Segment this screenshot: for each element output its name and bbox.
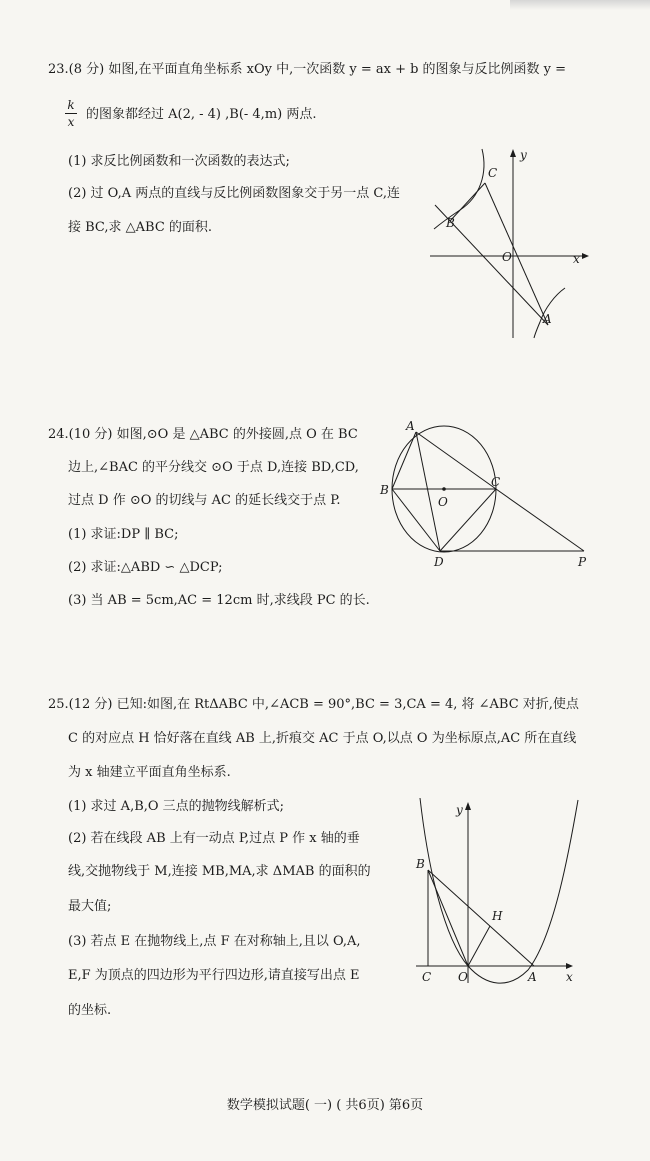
q25-part-2a: (2) 若在线段 AB 上有一动点 P,过点 P 作 x 轴的垂 <box>68 831 360 846</box>
q24-label-p: P <box>578 555 587 569</box>
q25-x-arrow <box>566 963 573 969</box>
q24-segment-ac <box>416 432 496 489</box>
q23-part-1: (1) 求反比例函数和一次函数的表达式; <box>68 154 290 169</box>
q24-figure <box>378 418 598 573</box>
q23-label-a: A <box>543 312 552 326</box>
q24-line-1: 24.(10 分) 如图,⊙O 是 △ABC 的外接圆,点 O 在 BC <box>48 427 358 442</box>
q23-frac-numerator: k <box>67 98 75 112</box>
q25-part-3b: E,F 为顶点的四边形为平行四边形,请直接写出点 E <box>68 968 360 983</box>
q24-label-c: C <box>491 475 501 489</box>
q24-part-2: (2) 求证:△ABD ∽ △DCP; <box>68 560 223 575</box>
q23-part-2a: (2) 过 O,A 两点的直线与反比例函数图象交于另一点 C,连 <box>68 186 400 201</box>
q25-part-1: (1) 求过 A,B,O 三点的抛物线解析式; <box>68 799 285 814</box>
q25-label-c: C <box>422 970 432 984</box>
q23-fraction <box>64 97 78 130</box>
q24-part-3: (3) 当 AB = 5cm,AC = 12cm 时,求线段 PC 的长. <box>68 593 370 608</box>
q23-line-oa <box>485 183 548 325</box>
q24-label-o: O <box>438 495 448 509</box>
q25-y-arrow <box>465 802 471 810</box>
q25-part-2b: 线,交抛物线于 M,连接 MB,MA,求 ΔMAB 的面积的 <box>68 864 371 879</box>
q23-frac-denominator: x <box>67 115 75 129</box>
q24-label-b: B <box>380 483 389 497</box>
q23-label-c: C <box>488 166 498 180</box>
q23-line-2: 的图象都经过 A(2, - 4) ,B(- 4,m) 两点. <box>86 107 317 122</box>
q23-segment-bc <box>450 183 485 221</box>
q25-figure <box>408 798 593 988</box>
q25-parabola <box>420 798 578 983</box>
q25-label-h: H <box>492 909 503 923</box>
q24-label-a: A <box>406 419 415 433</box>
q23-x-arrow <box>582 253 589 259</box>
q25-part-2c: 最大值; <box>68 899 112 914</box>
q24-segment-ab <box>392 432 416 489</box>
q23-label-o: O <box>502 250 512 264</box>
q23-label-y: y <box>520 148 527 162</box>
q25-segment-bo <box>428 870 468 966</box>
q25-part-3a: (3) 若点 E 在抛物线上,点 F 在对称轴上,且以 O,A, <box>68 934 361 949</box>
q25-label-a: A <box>528 970 537 984</box>
q24-part-1: (1) 求证:DP ∥ BC; <box>68 527 179 542</box>
q25-label-x: x <box>566 970 573 984</box>
q23-label-x: x <box>573 252 580 266</box>
q23-figure <box>430 145 590 340</box>
q25-segment-oh <box>468 926 490 966</box>
q25-line-2: C 的对应点 H 恰好落在直线 AB 上,折痕交 AC 于点 O,以点 O 为坐标原点,AC 所在直线 <box>68 731 577 746</box>
scan-shadow <box>510 0 650 10</box>
q23-label-b: B <box>446 216 455 230</box>
q24-segment-ad <box>416 432 440 551</box>
q24-segment-cd <box>440 489 496 551</box>
q25-line-1: 25.(12 分) 已知:如图,在 RtΔABC 中,∠ACB = 90°,BC = 3,CA = 4, 将 ∠ABC 对折,使点 <box>48 697 579 712</box>
q25-part-3c: 的坐标. <box>68 1003 112 1018</box>
q25-label-o: O <box>458 970 468 984</box>
q23-part-2b: 接 BC,求 △ABC 的面积. <box>68 220 213 235</box>
q25-label-b: B <box>416 857 425 871</box>
q23-hyperbola-upper-branch <box>434 149 484 229</box>
q25-line-3: 为 x 轴建立平面直角坐标系. <box>68 765 231 780</box>
q23-line-1: 23.(8 分) 如图,在平面直角坐标系 xOy 中,一次函数 y = ax + b 的图象与反比例函数 y = <box>48 62 567 77</box>
q24-label-d: D <box>434 555 444 569</box>
q24-segment-cp <box>496 489 584 551</box>
q23-y-arrow <box>510 149 516 157</box>
page-footer: 数学模拟试题( 一) ( 共6页) 第6页 <box>226 1098 424 1113</box>
q25-label-y: y <box>456 803 463 817</box>
q24-line-2: 边上,∠BAC 的平分线交 ⊙O 于点 D,连接 BD,CD, <box>68 460 359 475</box>
q24-line-3: 过点 D 作 ⊙O 的切线与 AC 的延长线交于点 P. <box>68 493 341 508</box>
q24-center-point <box>442 487 446 491</box>
